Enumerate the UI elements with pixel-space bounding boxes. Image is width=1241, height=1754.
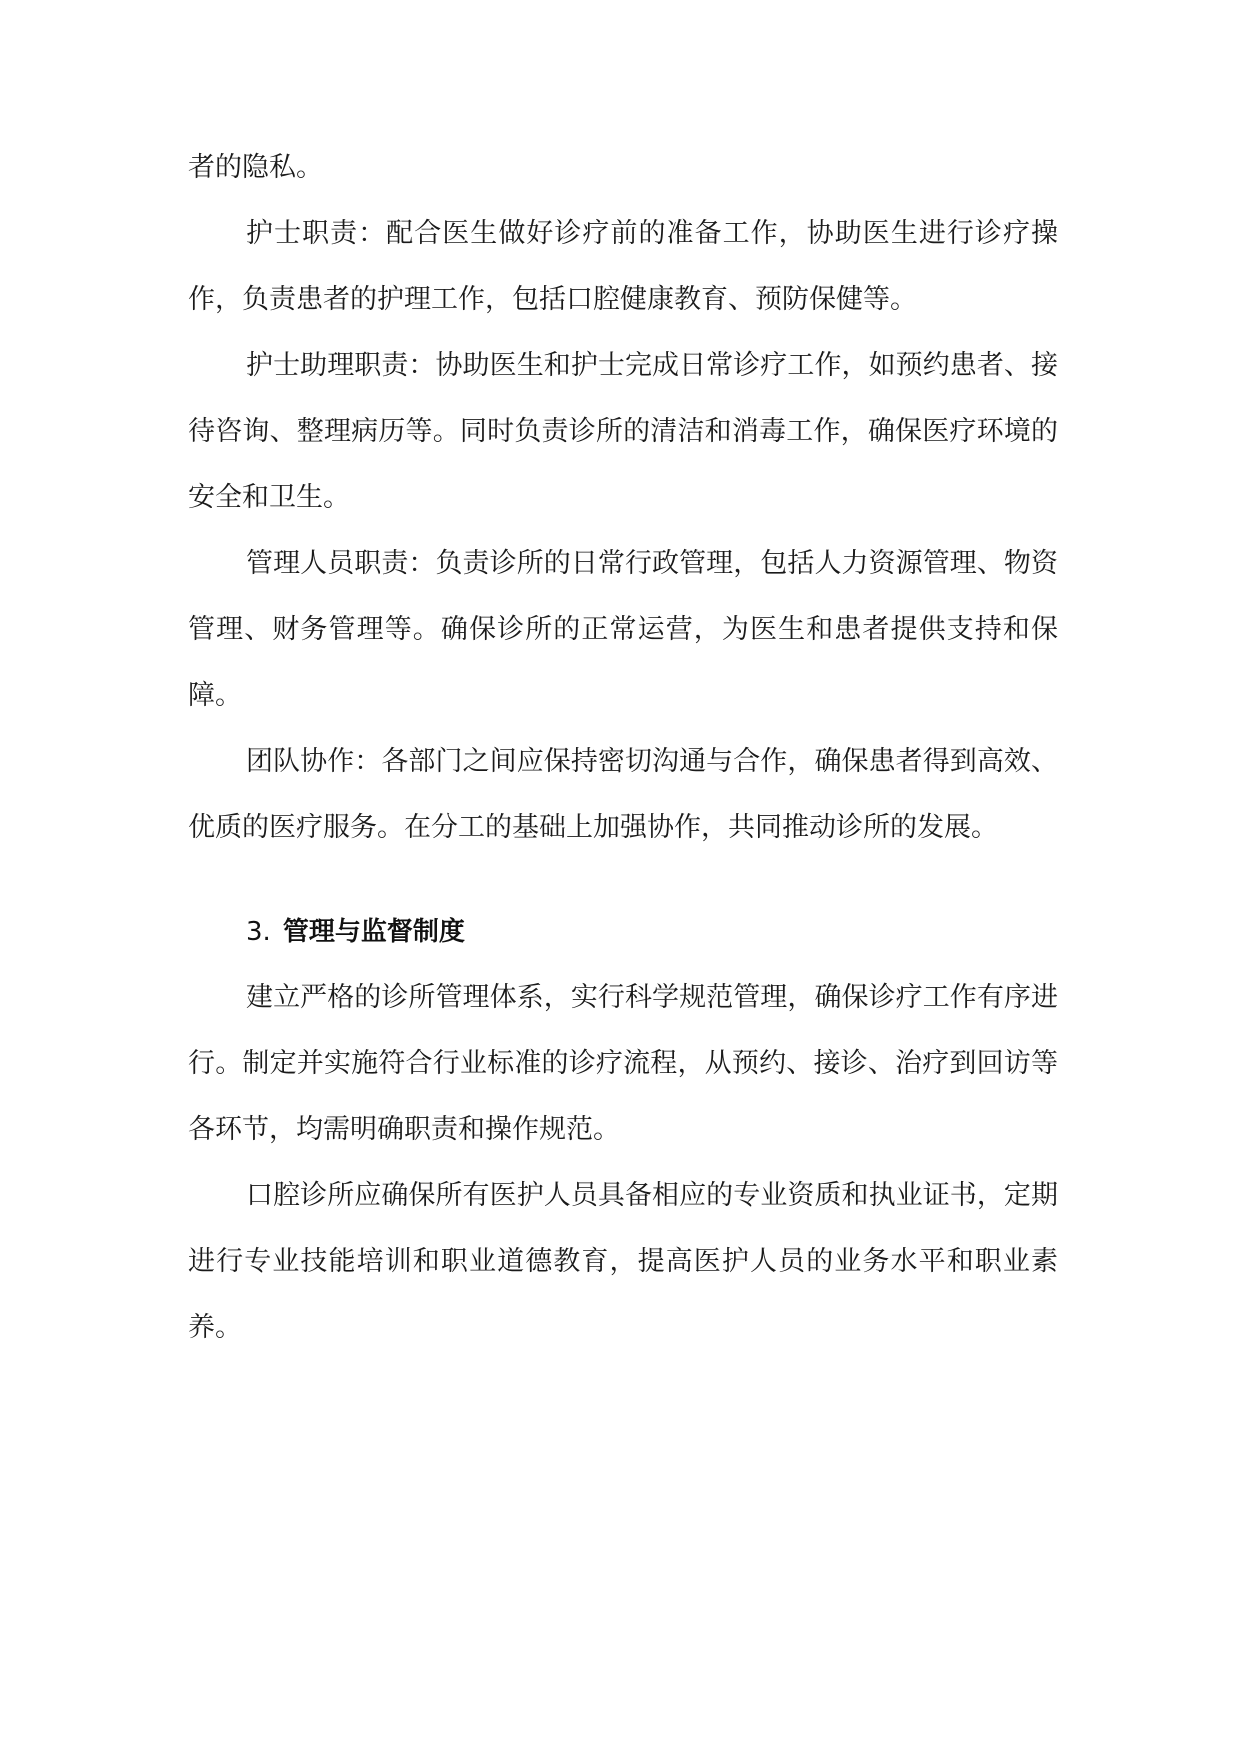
paragraph-team-collaboration: 团队协作：各部门之间应保持密切沟通与合作，确保患者得到高效、优质的医疗服务。在分工的基础上加强协作，共同推动诊所的发展。 — [188, 746, 1058, 843]
paragraph-management-system: 建立严格的诊所管理体系，实行科学规范管理，确保诊疗工作有序进行。制定并实施符合行业标准的诊疗流程，从预约、接诊、治疗到回访等各环节，均需明确职责和操作规范。 — [188, 982, 1058, 1145]
paragraph-manager-duties: 管理人员职责：负责诊所的日常行政管理，包括人力资源管理、物资管理、财务管理等。确保诊所的正常运营，为医生和患者提供支持和保障。 — [188, 548, 1058, 711]
section-heading — [188, 899, 1058, 965]
paragraph-privacy-tail: 者的隐私。 — [188, 152, 323, 183]
section-title: 管理与监督制度 — [282, 917, 465, 947]
document-body — [188, 135, 1058, 1361]
paragraph-nurse-assistant-duties: 护士助理职责：协助医生和护士完成日常诊疗工作，如预约患者、接待咨询、整理病历等。同时负责诊所的清洁和消毒工作，确保医疗环境的安全和卫生。 — [188, 350, 1058, 513]
paragraph-staff-qualification: 口腔诊所应确保所有医护人员具备相应的专业资质和执业证书，定期进行专业技能培训和职业道德教育，提高医护人员的业务水平和职业素养。 — [188, 1180, 1058, 1343]
paragraph-nurse-duties: 护士职责：配合医生做好诊疗前的准备工作，协助医生进行诊疗操作，负责患者的护理工作，包括口腔健康教育、预防保健等。 — [188, 218, 1058, 315]
section-number: 3. — [246, 917, 271, 947]
